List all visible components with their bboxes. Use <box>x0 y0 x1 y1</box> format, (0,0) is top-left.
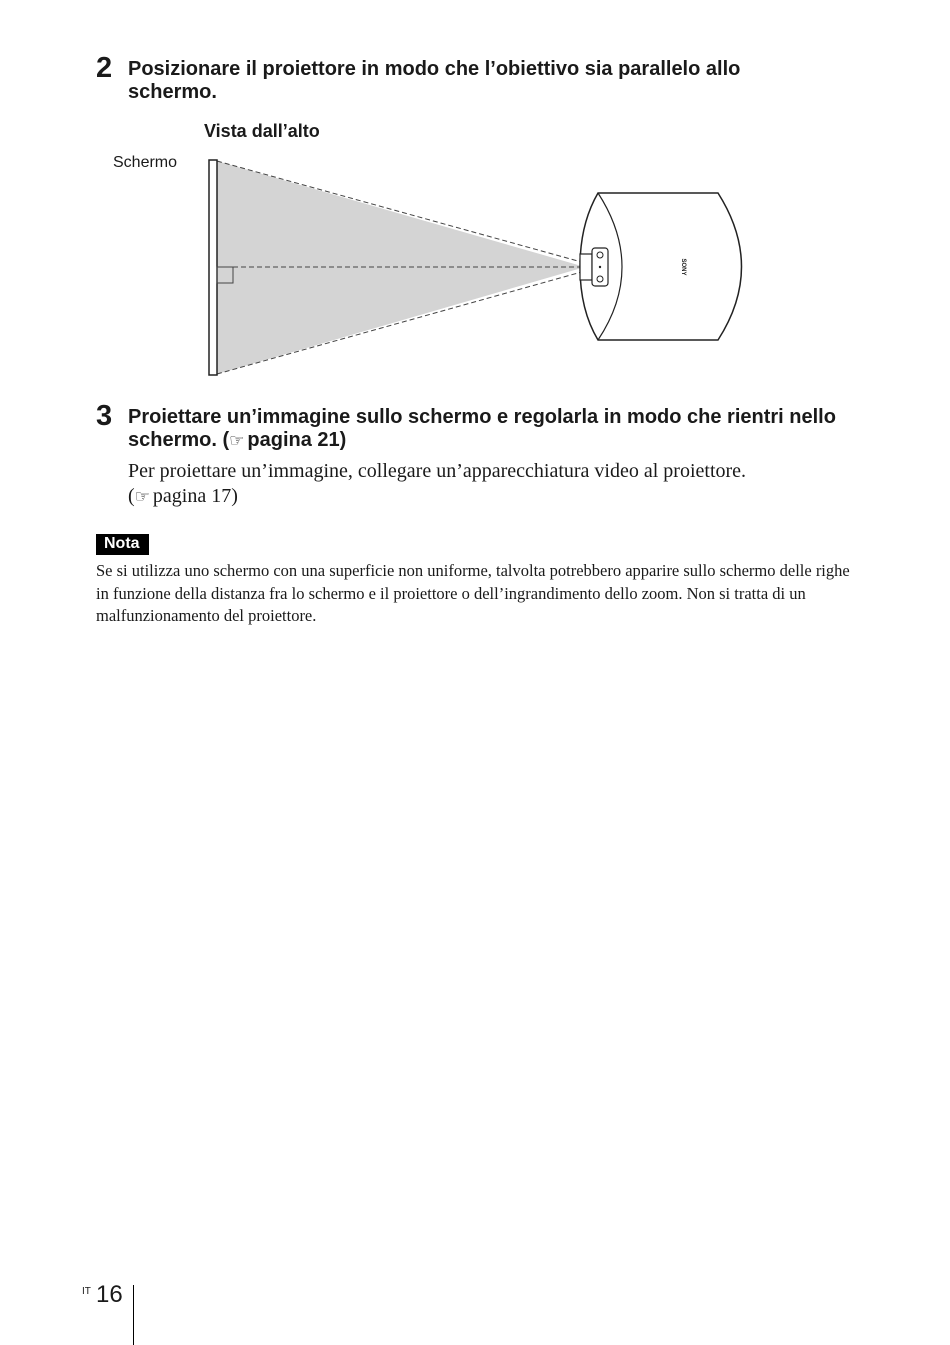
step-2 <box>96 52 816 104</box>
projector-top-view-diagram <box>200 150 760 382</box>
step-number: 3 <box>96 400 113 432</box>
page-number: 16 <box>96 1281 123 1308</box>
lens <box>580 254 592 280</box>
step-number: 2 <box>96 52 113 84</box>
screen <box>209 160 217 375</box>
step-body <box>128 459 856 510</box>
lens-dot <box>599 266 601 268</box>
step-title-text: Proiettare un’immagine sullo schermo e regolarla in modo che rientri nello schermo. ( <box>128 406 836 451</box>
step-body-ref-line <box>128 484 856 510</box>
page-language: IT <box>82 1286 91 1297</box>
page-number-rule <box>133 1285 134 1345</box>
pointing-hand-icon: ☞ <box>134 487 150 507</box>
nota-text: Se si utilizza uno schermo con una superficie non uniforme, talvolta potrebbero apparire sullo schermo delle righe in funzione della distanza fra lo schermo e il proiettore o dell’ingrandimento dello zoom. Non si tratta di un malfunzionamento del proiettore. <box>96 561 850 625</box>
ref-prefix: ( <box>128 485 135 507</box>
screen-label: Schermo <box>113 154 178 171</box>
step-body-text: Per proiettare un’immagine, collegare un’apparecchiatura video al proiettore. <box>128 460 747 482</box>
diagram-title: Vista dall’alto <box>204 121 320 141</box>
step-title: Posizionare il proiettore in modo che l’obiettivo sia parallelo allo schermo. <box>128 58 741 103</box>
step-3 <box>96 400 856 510</box>
step-body-page-ref[interactable]: pagina 17) <box>152 485 238 507</box>
nota-badge: Nota <box>96 534 149 555</box>
pointing-hand-icon: ☞ <box>229 431 245 451</box>
step-title <box>128 406 856 453</box>
step-title-page-ref[interactable]: pagina 21) <box>247 429 347 451</box>
brand-logo: SONY <box>680 258 686 276</box>
